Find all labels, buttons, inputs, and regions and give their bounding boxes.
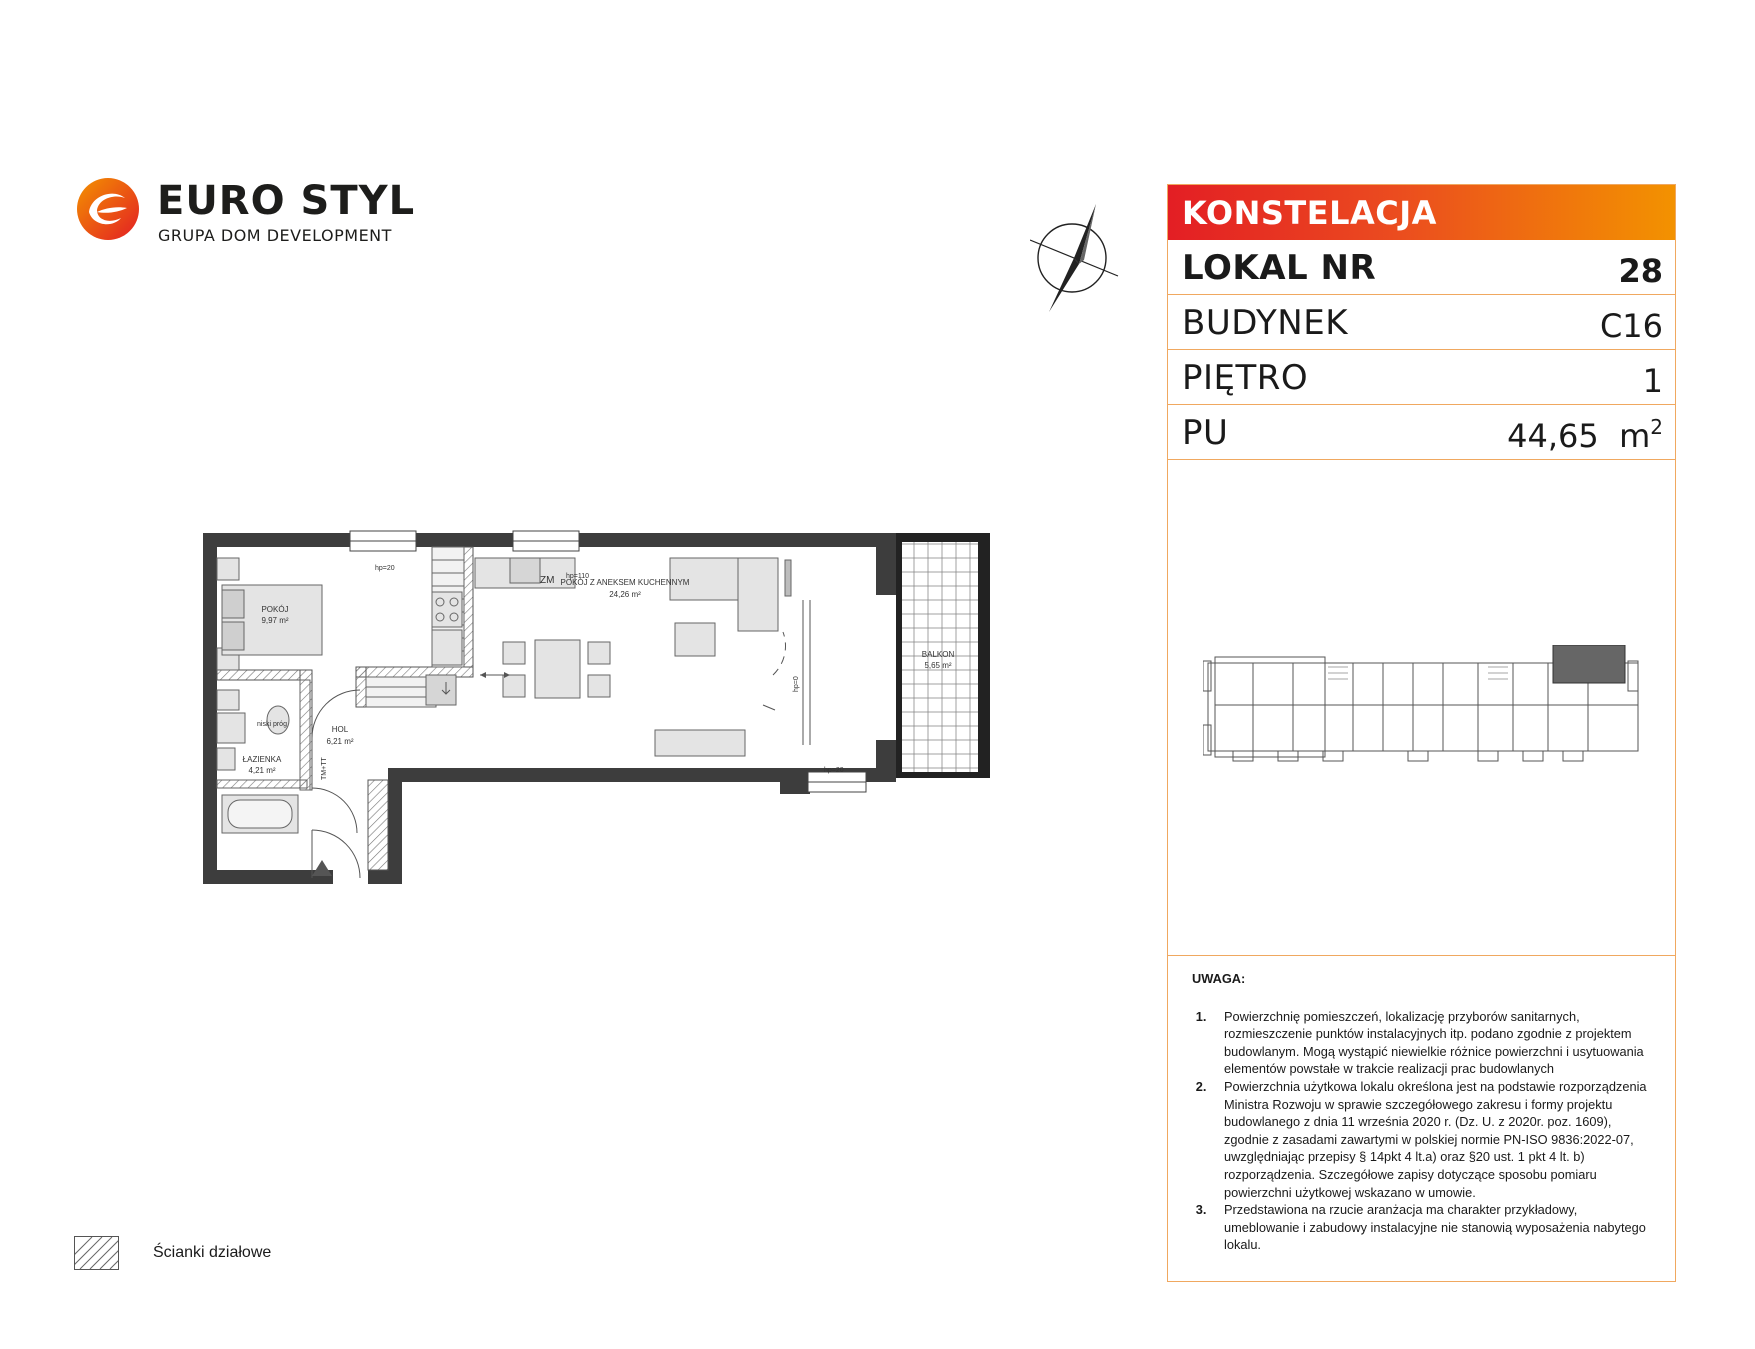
room-label-pokoj: POKÓJ xyxy=(261,605,289,614)
row-budynek xyxy=(1168,295,1675,350)
room-label-hol: HOL xyxy=(331,725,349,734)
room-label-lazienka: ŁAZIENKA xyxy=(242,755,282,764)
north-arrow-icon xyxy=(1030,200,1120,315)
room-label-living-kitchen: POKÓJ Z ANEKSEM KUCHENNYM xyxy=(560,578,690,587)
notes-section xyxy=(1192,970,1652,1254)
room-area-living-kitchen: 24,26 m² xyxy=(609,590,641,599)
row-label-lokal: LOKAL NR xyxy=(1182,248,1377,288)
row-lokal xyxy=(1168,240,1675,295)
row-value-pu xyxy=(1507,417,1663,455)
building-key-plan xyxy=(1203,645,1643,775)
row-label-pietro: PIĘTRO xyxy=(1182,358,1309,398)
annotation-hp-right: hp=20 xyxy=(824,767,844,774)
annotation-hp-mid: hp=110 xyxy=(566,573,590,580)
note-item-2: 2. Powierzchnia użytkowa lokalu określona jest na podstawie rozporządzenia Ministra Rozwoju w sprawie szczegółowego zakresu i formy projektu budowlanego z dnia 11 września 2020 r. (Dz. U. z 2020r. poz. 1609), zgodnie z zasadami zawartymi w polskiej normie PN-ISO 9836:2022-07, uwzględniając przepisy § 14pkt 4 lt.a) oraz §20 ust. 1 pkt 4 lt. b) rozporządzenia. Szczegółowe zapisy dotyczące sposobu pomiaru powierzchni użytkowej wskazano w umowie. xyxy=(1210,1078,1652,1201)
partition-wall-swatch xyxy=(74,1236,119,1270)
pu-unit: m xyxy=(1619,417,1651,455)
info-panel xyxy=(1167,184,1676,1282)
floor-plan xyxy=(200,530,1000,900)
row-pietro xyxy=(1168,350,1675,405)
note-item-3: 3. Przedstawiona na rzucie aranżacja ma charakter przykładowy, umeblowanie i zabudowy instalacyjne nie stanowią wyposażenia nabytego lokalu. xyxy=(1210,1201,1652,1254)
room-area-pokoj: 9,97 m² xyxy=(261,616,289,625)
eurostyl-logo-mark xyxy=(75,176,141,242)
room-area-balkon: 5,65 m² xyxy=(924,661,952,670)
room-area-lazienka: 4,21 m² xyxy=(248,766,276,775)
legend-label: Ścianki działowe xyxy=(153,1244,272,1261)
annotation-hp-left: hp=20 xyxy=(375,565,395,572)
apartment-highlight xyxy=(1553,645,1625,683)
annotation-hp-balcony: hp=0 xyxy=(793,676,800,692)
pu-value: 44,65 xyxy=(1507,417,1599,455)
annotation-tm-tt: TM+TT xyxy=(321,757,328,780)
panel-header xyxy=(1168,185,1675,240)
project-name: KONSTELACJA xyxy=(1182,194,1437,232)
notes-separator xyxy=(1168,955,1675,956)
annotation-zm: ZM xyxy=(540,575,555,586)
notes-list xyxy=(1192,1008,1652,1254)
pu-unit-sup: 2 xyxy=(1650,415,1663,439)
room-label-balkon: BALKON xyxy=(921,650,955,659)
row-value-pietro: 1 xyxy=(1642,362,1663,400)
room-area-hol: 6,21 m² xyxy=(326,737,354,746)
row-value-lokal: 28 xyxy=(1618,252,1663,290)
row-label-budynek: BUDYNEK xyxy=(1182,303,1349,343)
eurostyl-logo xyxy=(75,176,416,246)
brand-name: EURO STYL xyxy=(157,178,416,224)
row-label-pu: PU xyxy=(1182,413,1229,453)
notes-title: UWAGA: xyxy=(1192,971,1246,986)
row-value-budynek: C16 xyxy=(1599,307,1663,345)
row-pu xyxy=(1168,405,1675,460)
note-item-1: 1. Powierzchnię pomieszczeń, lokalizację przyborów sanitarnych, rozmieszczenie punktów instalacyjnych itp. podano zgodnie z projektem budowlanym. Mogą wystąpić niewielkie różnice powierzchni i usytuowania elementów powstałe w trakcie realizacji prac budowlanych xyxy=(1210,1008,1652,1078)
brand-subtitle: GRUPA DOM DEVELOPMENT xyxy=(158,226,392,245)
annotation-threshold: niski próg xyxy=(257,721,287,728)
